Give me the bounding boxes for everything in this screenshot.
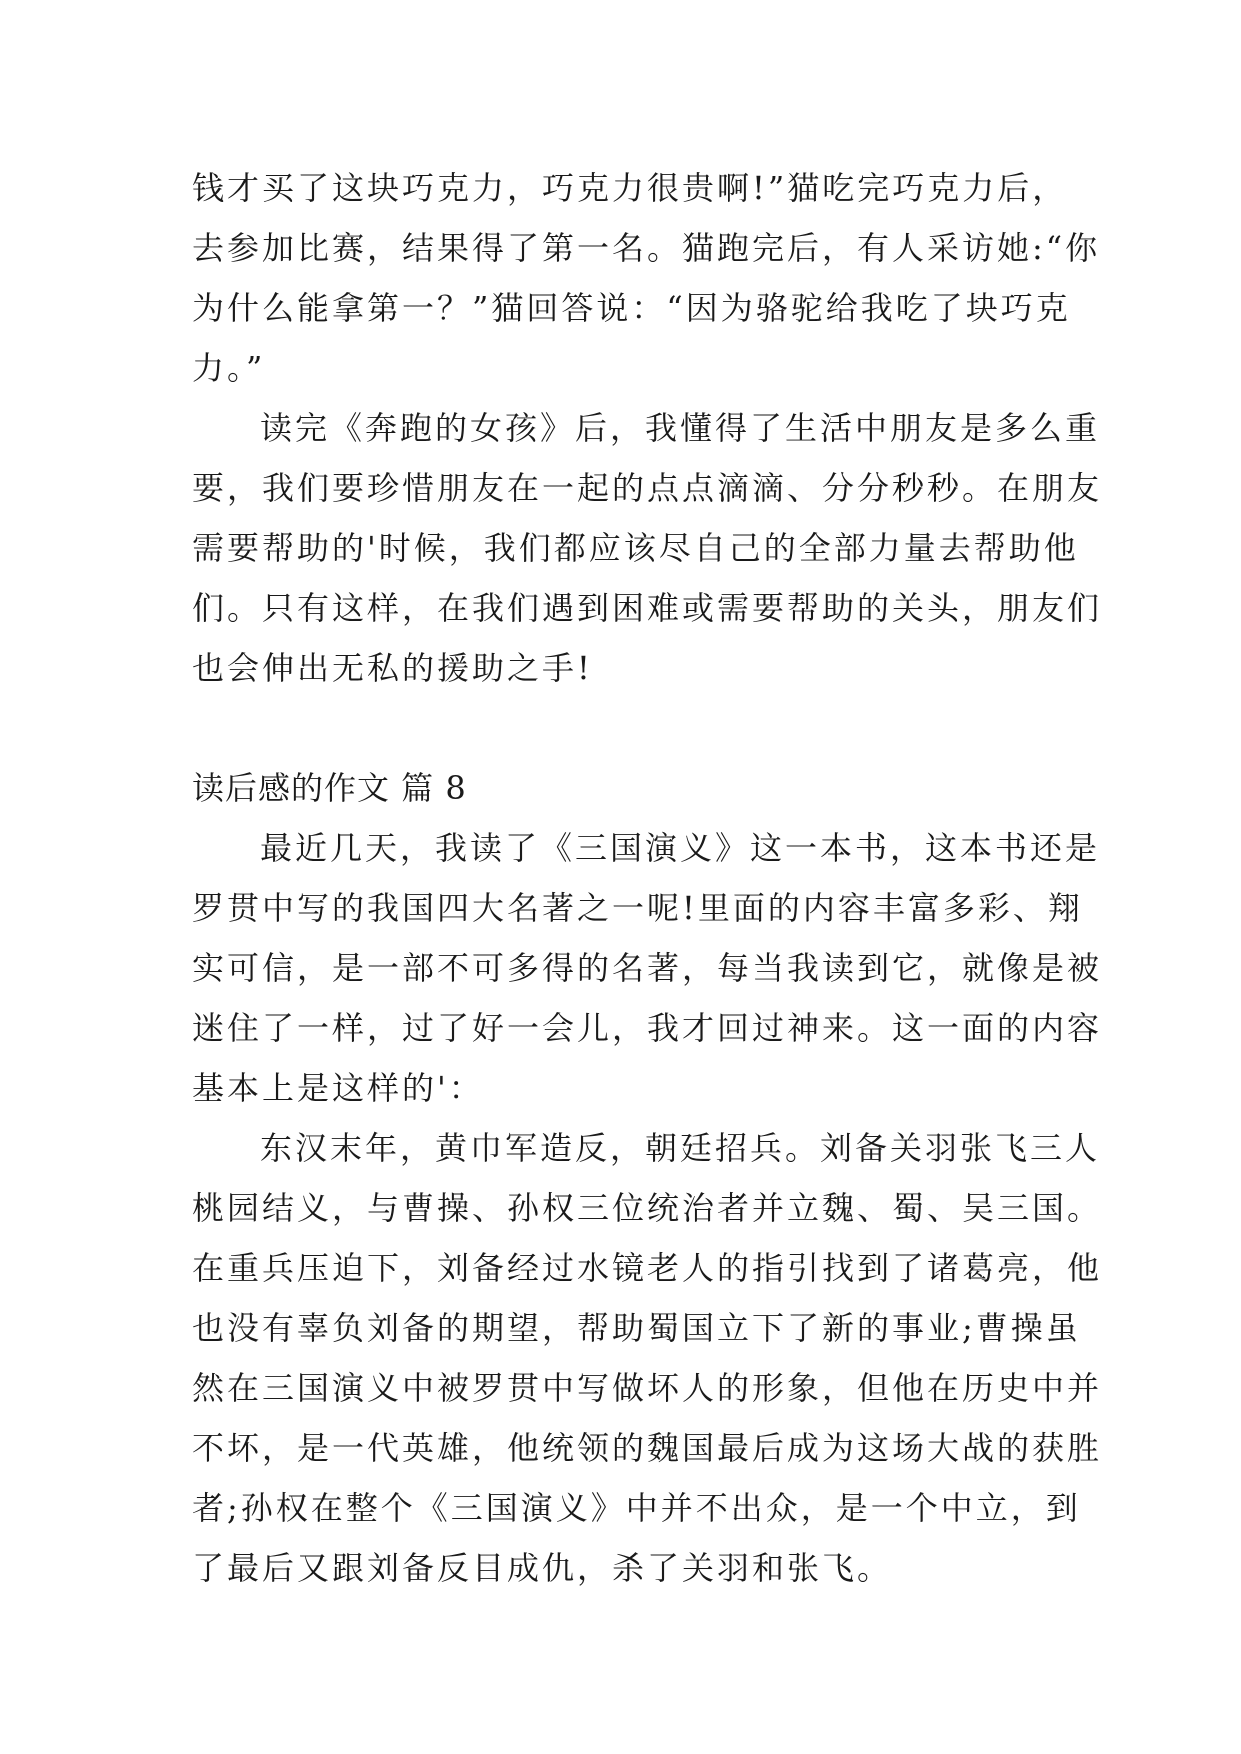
section-heading: 读后感的作文 篇 8 [192, 769, 467, 807]
text-line: 为什么能拿第一？”猫回答说：“因为骆驼给我吃了块巧克 [192, 289, 1071, 327]
text-line: 力。” [192, 349, 266, 387]
text-line: 也没有辜负刘备的期望，帮助蜀国立下了新的事业;曹操虽 [192, 1309, 1081, 1347]
text-line: 需要帮助的'时候，我们都应该尽自己的全部力量去帮助他 [192, 529, 1079, 567]
text-line: 者;孙权在整个《三国演义》中并不出众，是一个中立，到 [192, 1489, 1081, 1527]
text-line: 桃园结义，与曹操、孙权三位统治者并立魏、蜀、吴三国。 [192, 1189, 1103, 1227]
document-body [192, 158, 1103, 1598]
text-line: 们。只有这样，在我们遇到困难或需要帮助的关头，朋友们 [192, 589, 1103, 627]
text-line: 要，我们要珍惜朋友在一起的点点滴滴、分分秒秒。在朋友 [192, 469, 1103, 507]
text-line: 实可信，是一部不可多得的名著，每当我读到它，就像是被 [192, 949, 1103, 987]
paragraph-intro [192, 818, 1103, 1118]
text-line: 也会伸出无私的援助之手! [192, 649, 593, 687]
text-line: 在重兵压迫下，刘备经过水镜老人的指引找到了诸葛亮，他 [192, 1249, 1103, 1287]
paragraph-continuation [192, 158, 1101, 398]
text-line: 最近几天，我读了《三国演义》这一本书，这本书还是 [260, 829, 1101, 867]
text-line: 钱才买了这块巧克力，巧克力很贵啊!”猫吃完巧克力后， [192, 169, 1068, 207]
paragraph-summary [192, 1118, 1103, 1598]
text-line: 罗贯中写的我国四大名著之一呢!里面的内容丰富多彩、翔 [192, 889, 1083, 927]
text-line: 迷住了一样，过了好一会儿，我才回过神来。这一面的内容 [192, 1009, 1103, 1047]
text-line: 然在三国演义中被罗贯中写做坏人的形象，但他在历史中并 [192, 1369, 1103, 1407]
text-line: 了最后又跟刘备反目成仇，杀了关羽和张飞。 [192, 1549, 893, 1587]
text-line: 去参加比赛，结果得了第一名。猫跑完后，有人采访她:“你 [192, 229, 1101, 267]
section-gap [192, 698, 1072, 758]
text-line: 读完《奔跑的女孩》后，我懂得了生活中朋友是多么重 [260, 409, 1101, 447]
text-line: 不坏，是一代英雄，他统领的魏国最后成为这场大战的获胜 [192, 1429, 1103, 1467]
text-line: 东汉末年，黄巾军造反，朝廷招兵。刘备关羽张飞三人 [260, 1129, 1101, 1167]
text-line: 基本上是这样的'： [192, 1069, 484, 1107]
paragraph-reflection [192, 398, 1103, 698]
